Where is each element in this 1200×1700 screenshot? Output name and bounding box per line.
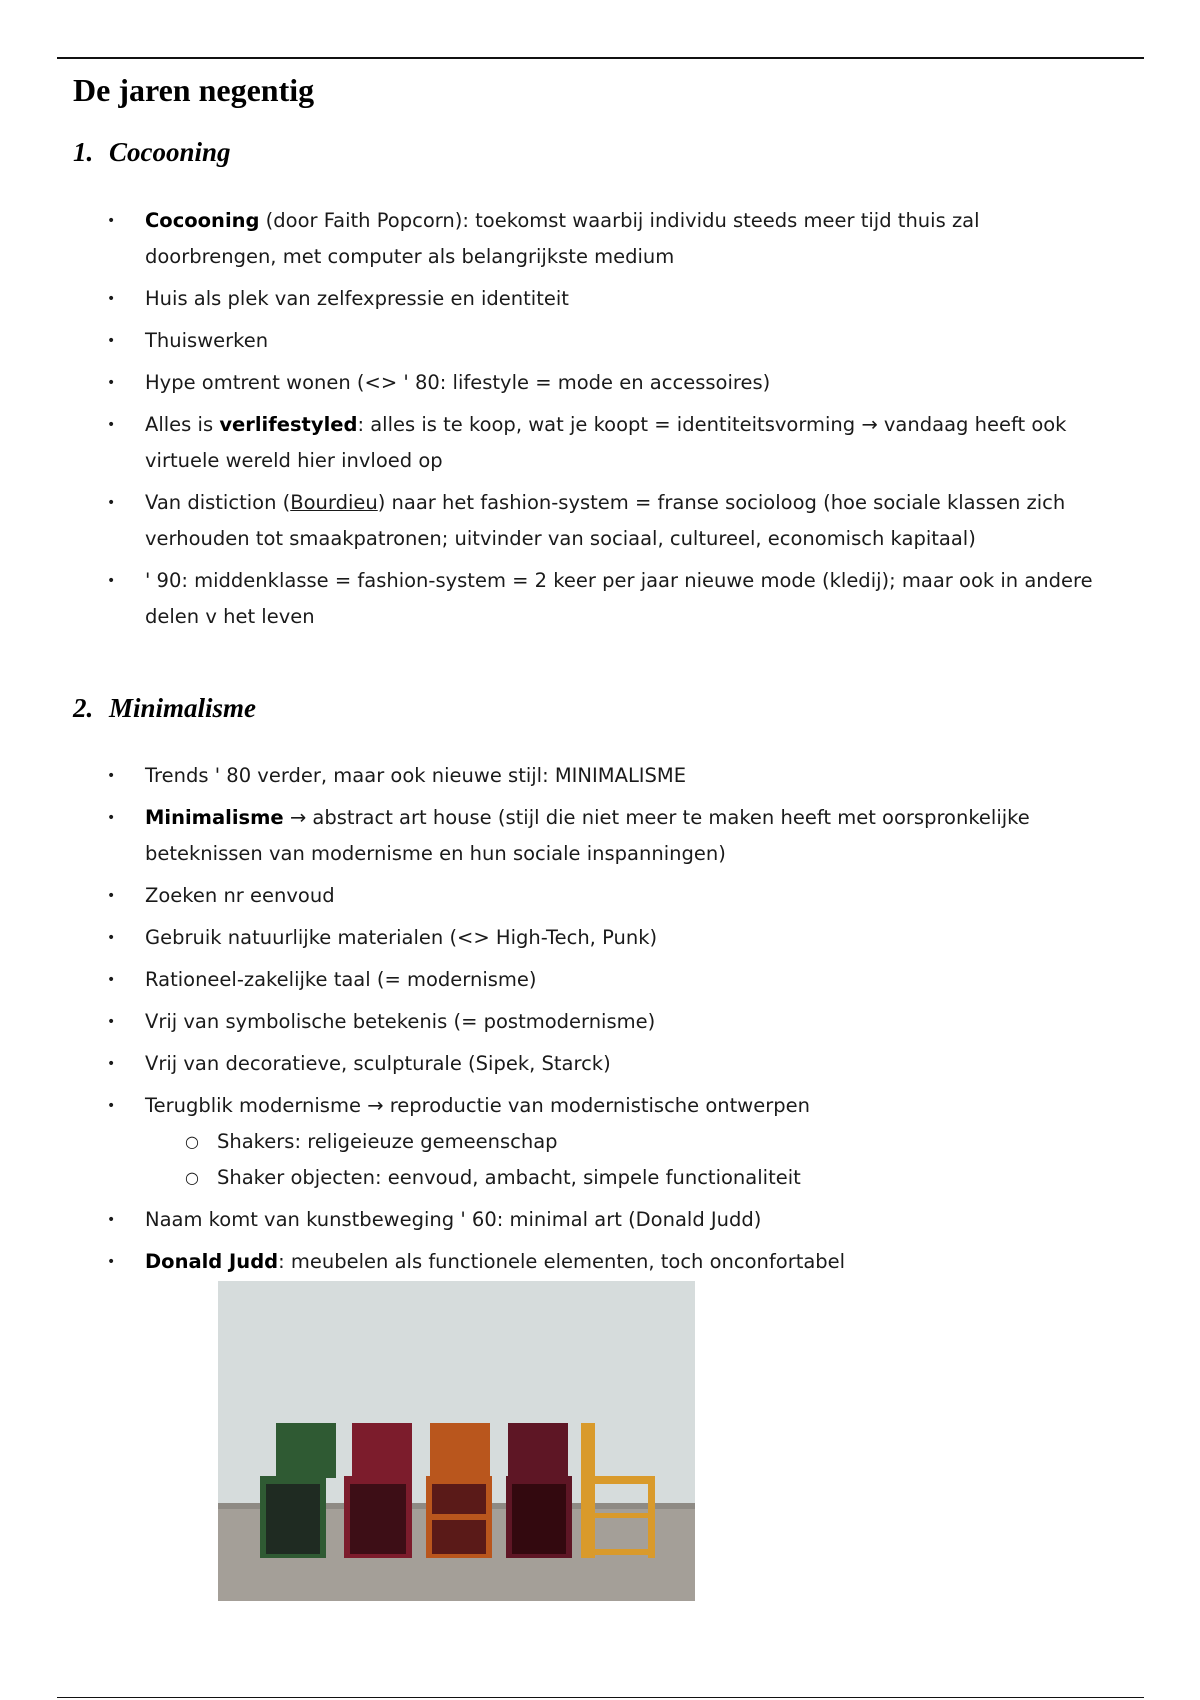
list-item: [105, 323, 1105, 359]
item-text: : meubelen als functionele elementen, toch onconfortabel: [278, 1250, 846, 1273]
item-text: ) naar het fashion-system = franse socioloog (hoe sociale klassen zich verhouden tot smaakpatronen; uitvinder van sociaal, cultureel, economisch kapitaal): [145, 491, 1066, 550]
item-prefix: Van distiction (: [145, 491, 291, 514]
bullet-icon: •: [107, 417, 116, 433]
item-text: Rationeel-zakelijke taal (= modernisme): [145, 968, 537, 991]
item-text: Terugblik modernisme → reproductie van modernistische ontwerpen: [145, 1094, 810, 1117]
item-text: Thuiswerken: [145, 329, 269, 352]
bullet-icon: •: [107, 495, 116, 511]
item-text: Vrij van symbolische betekenis (= postmodernisme): [145, 1010, 656, 1033]
section-title: Cocooning: [109, 137, 231, 167]
bullet-icon: •: [107, 1014, 116, 1030]
term-bold: Minimalisme: [145, 806, 284, 829]
list-item: [105, 1046, 1105, 1082]
list-item: [105, 203, 1105, 275]
section-heading-cocooning: [73, 137, 231, 168]
term-bold: Donald Judd: [145, 1250, 279, 1273]
minimalisme-list: [105, 758, 1105, 1286]
item-text: Naam komt van kunstbeweging ' 60: minimal art (Donald Judd): [145, 1208, 762, 1231]
list-item: [105, 281, 1105, 317]
list-item: [105, 407, 1105, 479]
sub-list: [145, 1124, 1105, 1196]
bullet-icon: •: [107, 1254, 116, 1270]
bullet-icon: •: [107, 930, 116, 946]
item-text: Hype omtrent wonen (<> ' 80: lifestyle = mode en accessoires): [145, 371, 771, 394]
bullet-icon: •: [107, 972, 116, 988]
bullet-icon: •: [107, 333, 116, 349]
list-item: [105, 1202, 1105, 1238]
list-item: [105, 878, 1105, 914]
item-text: → abstract art house (stijl die niet meer te maken heeft met oorspronkelijke beteknissen van modernisme en hun sociale inspanningen): [145, 806, 1030, 865]
list-item: [105, 1004, 1105, 1040]
item-text: Trends ' 80 verder, maar ook nieuwe stijl: MINIMALISME: [145, 764, 687, 787]
bullet-icon: •: [107, 573, 116, 589]
item-text: ' 90: middenklasse = fashion-system = 2 keer per jaar nieuwe mode (kledij); maar ook in andere delen v het leven: [145, 569, 1093, 628]
item-text: Huis als plek van zelfexpressie en identiteit: [145, 287, 569, 310]
sub-list-item: [145, 1160, 1105, 1196]
list-item: [105, 563, 1105, 635]
item-prefix: Alles is: [145, 413, 220, 436]
circle-bullet-icon: ○: [185, 1132, 199, 1151]
sub-item-text: Shaker objecten: eenvoud, ambacht, simpele functionaliteit: [217, 1166, 801, 1189]
list-item: [105, 365, 1105, 401]
term-underlined: Bourdieu: [290, 491, 378, 514]
bullet-icon: •: [107, 888, 116, 904]
bullet-icon: •: [107, 375, 116, 391]
item-text: Zoeken nr eenvoud: [145, 884, 335, 907]
circle-bullet-icon: ○: [185, 1168, 199, 1187]
list-item: [105, 920, 1105, 956]
bullet-icon: •: [107, 1098, 116, 1114]
document-title: De jaren negentig: [73, 72, 315, 108]
bullet-icon: •: [107, 1056, 116, 1072]
top-rule: [57, 57, 1144, 59]
item-text: : alles is te koop, wat je koopt = identiteitsvorming → vandaag heeft ook virtuele wereld hier invloed op: [145, 413, 1067, 472]
list-item: [105, 1244, 1105, 1280]
bullet-icon: •: [107, 810, 116, 826]
sub-list-item: [145, 1124, 1105, 1160]
donald-judd-chairs-photo: [218, 1281, 695, 1601]
term-bold: verlifestyled: [219, 413, 358, 436]
bullet-icon: •: [107, 213, 116, 229]
item-text: Vrij van decoratieve, sculpturale (Sipek, Starck): [145, 1052, 611, 1075]
sub-item-text: Shakers: religeieuze gemeenschap: [217, 1130, 558, 1153]
term-bold: Cocooning: [145, 209, 260, 232]
bottom-rule: [57, 1697, 1144, 1698]
bullet-icon: •: [107, 291, 116, 307]
item-text: (door Faith Popcorn): toekomst waarbij individu steeds meer tijd thuis zal doorbrengen, met computer als belangrijkste medium: [145, 209, 980, 268]
list-item: [105, 1088, 1105, 1196]
item-text: Gebruik natuurlijke materialen (<> High-Tech, Punk): [145, 926, 658, 949]
section-number: 1.: [73, 137, 94, 167]
bullet-icon: •: [107, 768, 116, 784]
list-item: [105, 485, 1105, 557]
section-number: 2.: [73, 693, 94, 723]
bullet-icon: •: [107, 1212, 116, 1228]
cocooning-list: [105, 203, 1105, 641]
list-item: [105, 962, 1105, 998]
section-heading-minimalisme: [73, 693, 256, 724]
list-item: [105, 758, 1105, 794]
list-item: [105, 800, 1105, 872]
section-title: Minimalisme: [109, 693, 257, 723]
